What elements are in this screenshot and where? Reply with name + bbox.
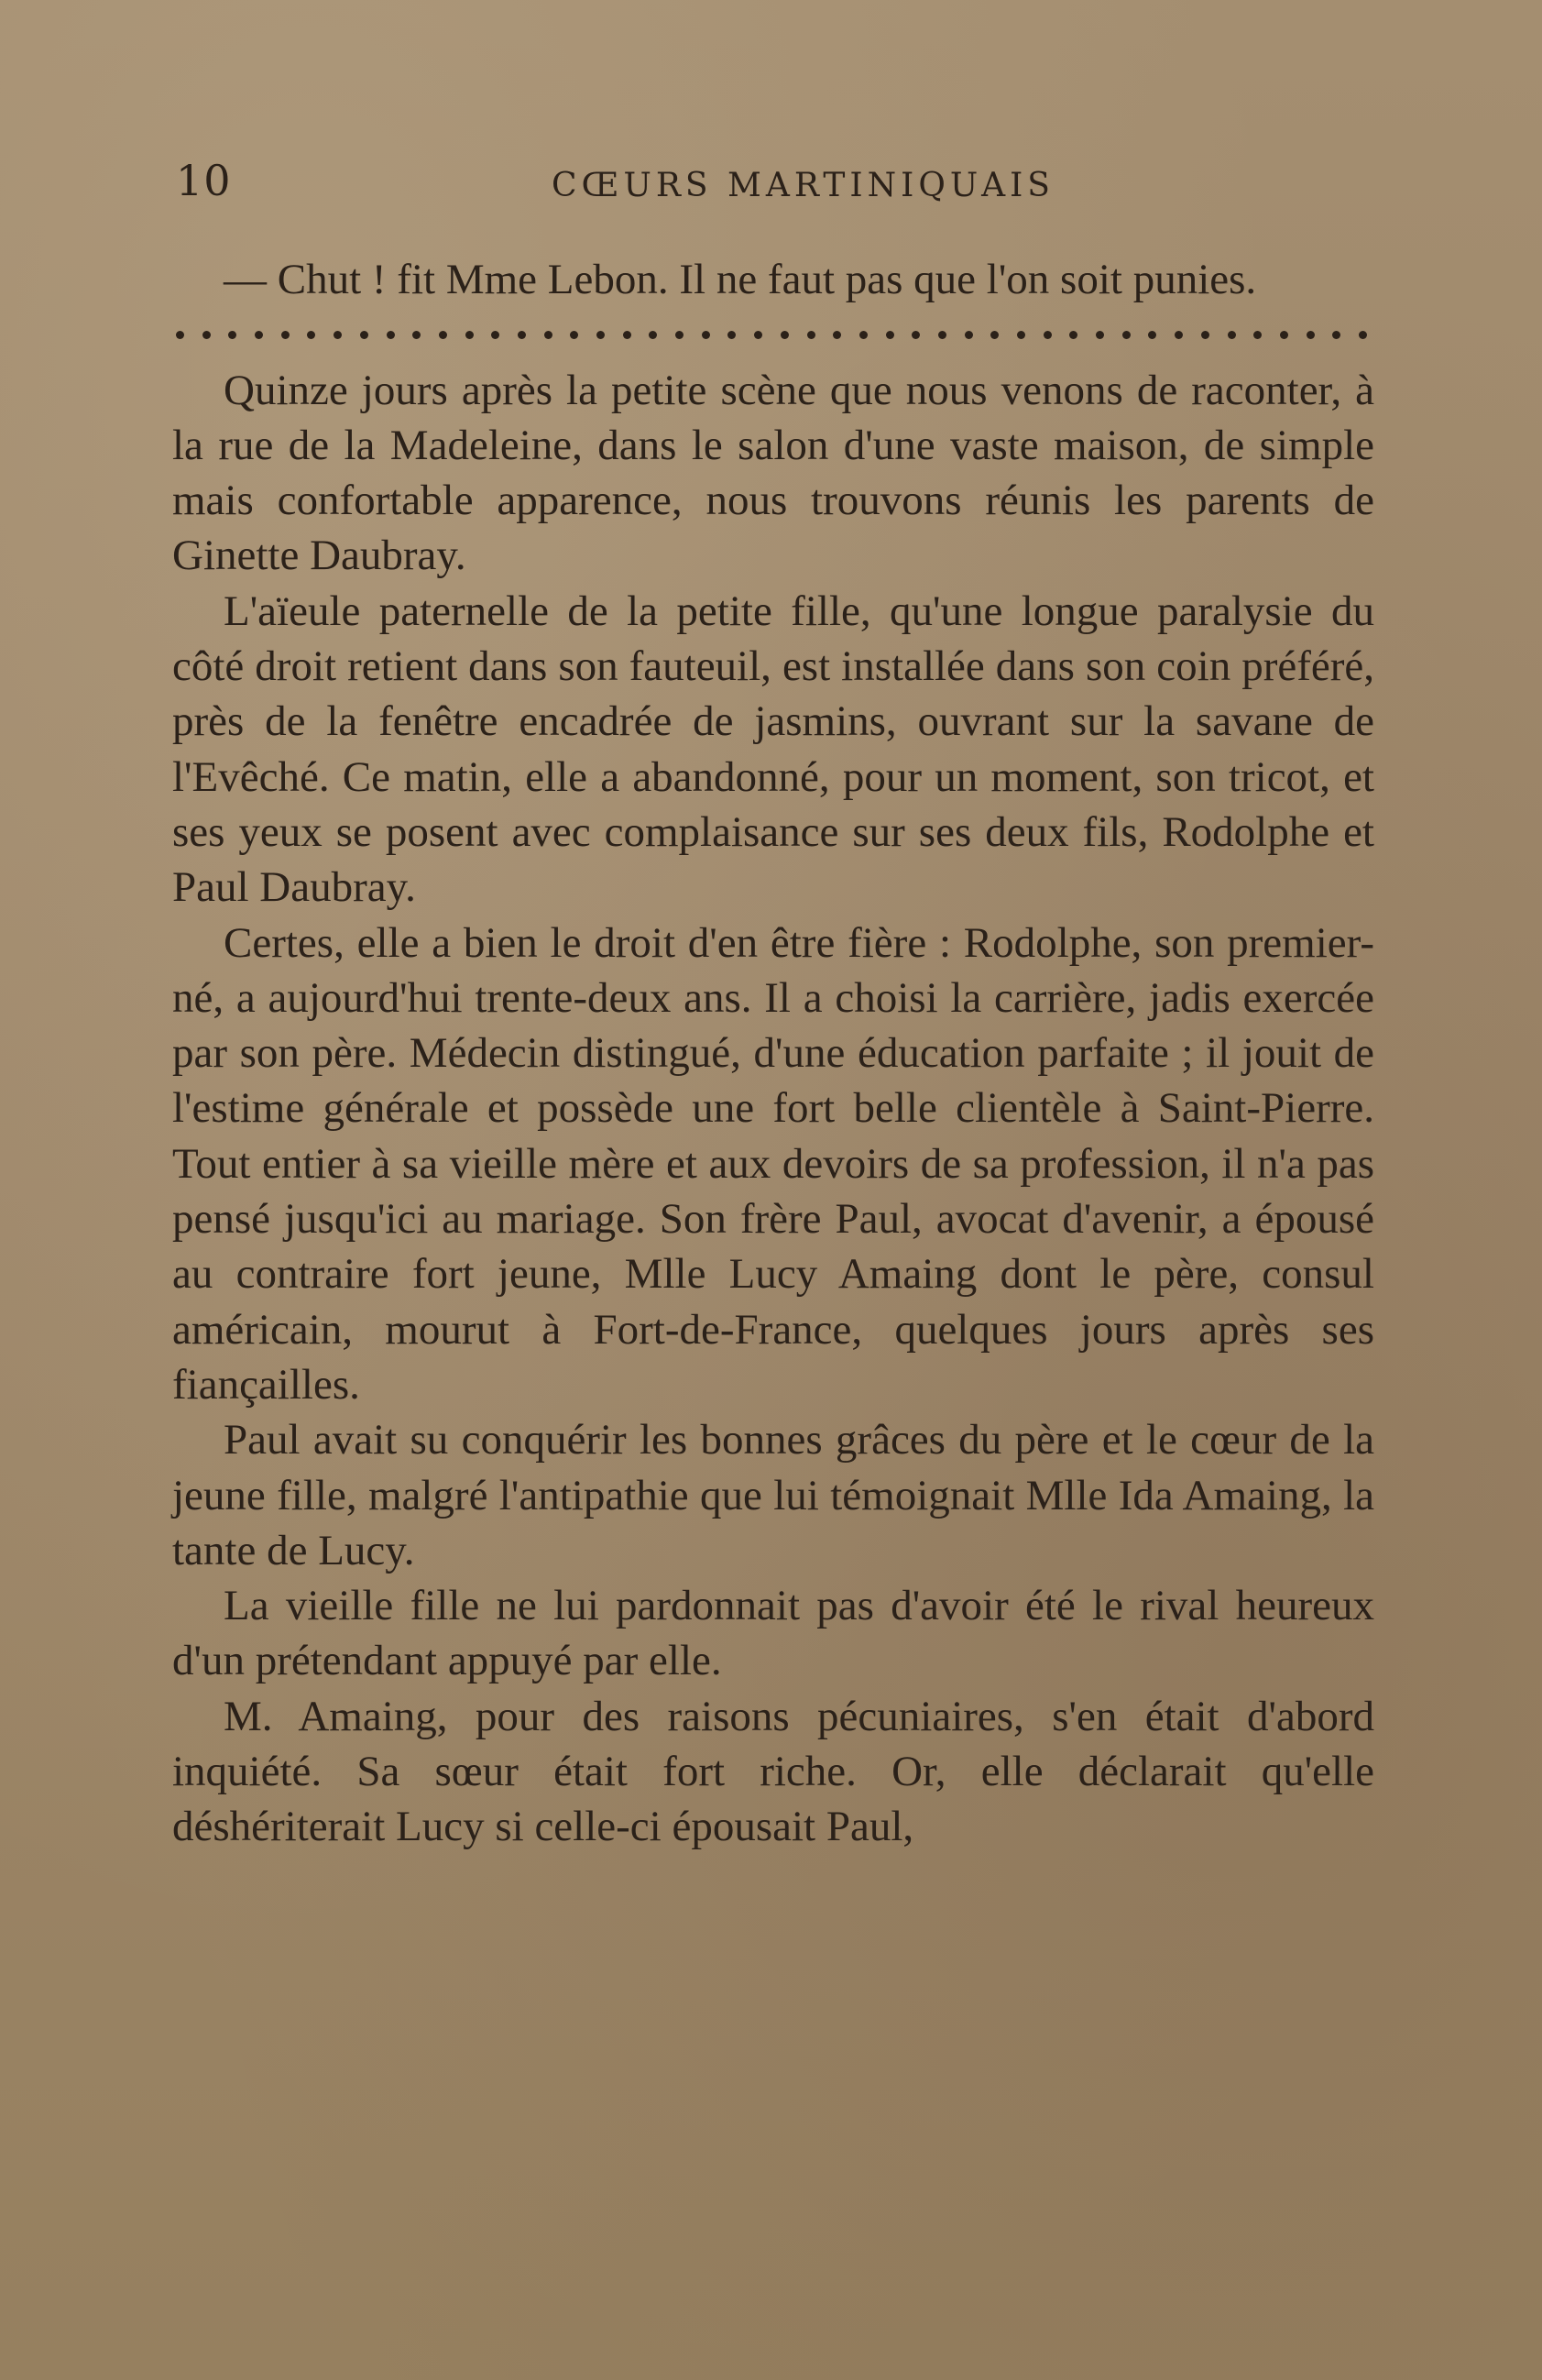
paragraph: Certes, elle a bien le droit d'en être fière : Rodolphe, son premier-né, a aujourd'hui trente-deux ans. Il a choisi la carrière, jadis exercée par son père. Médecin distingué, d'une éducation parfaite ; il jouit de l'estime générale et possède une fort belle clientèle à Saint-Pierre. Tout entier à sa vieille mère et aux devoirs de sa profession, il n'a pas pensé jusqu'ici au mariage. Son frère Paul, avocat d'avenir, a épousé au contraire fort jeune, Mlle Lucy Amaing dont le père, consul américain, mourut à Fort-de-France, quelques jours après ses fiançailles.: [172, 918, 1374, 1409]
body-text: [172, 252, 1374, 1855]
paragraph: La vieille fille ne lui pardonnait pas d'avoir été le rival heureux d'un prétendant appuyé par elle.: [172, 1582, 1374, 1685]
page-header: [176, 156, 1372, 211]
paragraph: Quinze jours après la petite scène que nous venons de raconter, à la rue de la Madeleine, dans le salon d'une vaste maison, de simple mais confortable apparence, nous trouvons réunis les parents de Ginette Daubray.: [172, 366, 1374, 580]
paragraph: — Chut ! fit Mme Lebon. Il ne faut pas que l'on soit punies.: [224, 256, 1257, 303]
page-number: 10: [176, 156, 232, 205]
paragraph: L'aïeule paternelle de la petite fille, qu'une longue paralysie du côté droit retient dans son fauteuil, est installée dans son coin préféré, près de la fenêtre encadrée de jasmins, ouvrant sur la savane de l'Evêché. Ce matin, elle a abandonné, pour un moment, son tricot, et ses yeux se posent avec complaisance sur ses deux fils, Rodolphe et Paul Daubray.: [172, 587, 1374, 912]
paragraph: M. Amaing, pour des raisons pécuniaires, s'en était d'abord inquiété. Sa sœur était fort riche. Or, elle déclarait qu'elle déshériterait Lucy si celle-ci épousait Paul,: [172, 1692, 1374, 1851]
paragraph: Paul avait su conquérir les bonnes grâces du père et le cœur de la jeune fille, malgré l'antipathie que lui témoignait Mlle Ida Amaing, la tante de Lucy.: [172, 1416, 1374, 1574]
running-title: CŒURS MARTINIQUAIS: [552, 167, 1055, 204]
section-break-dots: [172, 307, 1374, 362]
